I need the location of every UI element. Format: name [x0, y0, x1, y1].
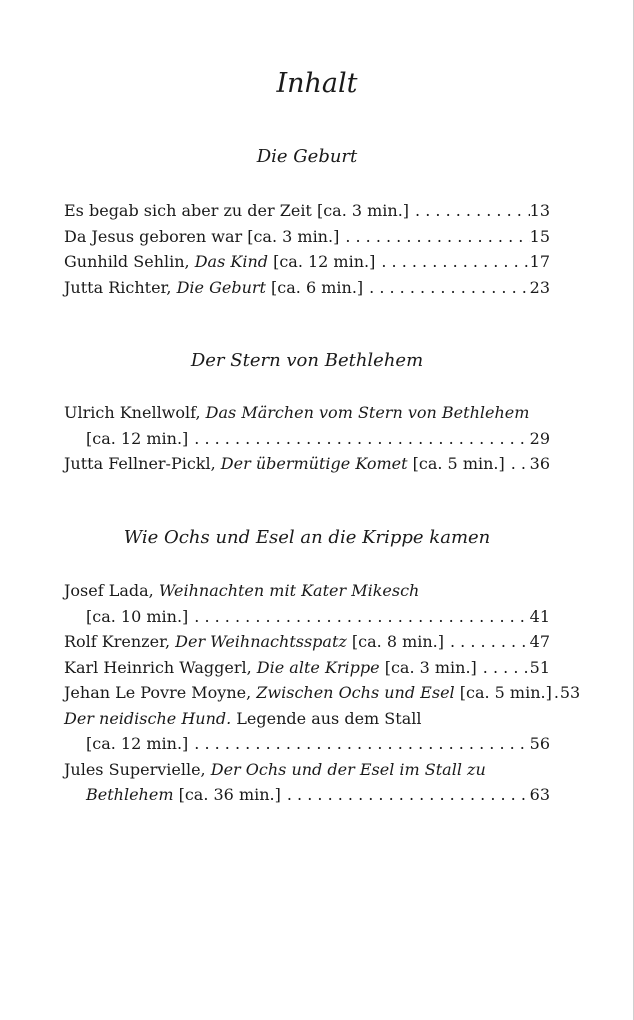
section-heading-der-stern: Der Stern von Bethlehem	[190, 350, 424, 371]
toc-entry[interactable]	[64, 451, 550, 477]
toc-entry-first-line[interactable]	[64, 757, 550, 783]
page-number: 51	[529, 657, 550, 677]
entry-author: Jules Supervielle,	[64, 759, 211, 779]
toc-entry[interactable]	[64, 655, 550, 681]
entry-subtitle: Legende aus dem Stall	[231, 708, 422, 728]
page-number: 13	[529, 201, 550, 220]
entry-title	[64, 578, 419, 604]
entry-title	[64, 629, 444, 655]
entry-duration: [ca. 6 min.]	[265, 277, 364, 297]
page-number: 53	[559, 683, 581, 702]
entry-title	[64, 451, 505, 477]
entry-title	[64, 757, 486, 783]
page-number: 41	[529, 606, 550, 626]
entry-work: Bethlehem	[86, 785, 174, 804]
entry-duration: [ca. 12 min.]	[86, 734, 189, 753]
toc-entry[interactable]	[64, 275, 550, 301]
entry-title	[86, 782, 281, 808]
entry-work: Weihnachten mit Kater Mikesch	[158, 581, 420, 600]
entry-title	[64, 275, 363, 301]
entry-title	[64, 680, 552, 706]
leader-dots	[505, 451, 530, 477]
entry-title	[64, 400, 529, 426]
leader-dots	[477, 655, 530, 681]
toc-entry-first-line[interactable]	[64, 578, 550, 604]
toc-entry-continuation[interactable]	[64, 426, 550, 452]
entry-title: Es begab sich aber zu der Zeit [ca. 3 min.]	[64, 201, 410, 220]
entry-author: Josef Lada,	[64, 581, 159, 600]
leader-dots	[339, 224, 529, 250]
entry-work: Der Weihnachtsspatz	[175, 632, 347, 651]
entry-author: Jutta Richter,	[64, 277, 177, 297]
entry-work: Die alte Krippe	[256, 657, 380, 677]
entry-duration: [ca. 5 min.]	[454, 683, 552, 702]
page-number: 36	[529, 454, 550, 473]
entry-duration: [ca. 12 min.]	[267, 252, 376, 271]
page-number: 23	[529, 277, 550, 297]
leader-dots	[188, 604, 529, 630]
entry-title	[64, 655, 477, 681]
toc-entry-first-line[interactable]	[64, 706, 550, 732]
toc-entry-continuation[interactable]	[64, 604, 550, 630]
leader-dots	[552, 680, 560, 706]
entry-author: Jutta Fellner-Pickl,	[64, 454, 221, 473]
entry-duration: [ca. 3 min.]	[379, 657, 477, 677]
toc-entry-first-line[interactable]	[64, 400, 550, 426]
page-number: 56	[529, 734, 550, 753]
entry-author: Gunhild Sehlin,	[64, 252, 195, 271]
entry-work: Der Ochs und der Esel im Stall zu	[210, 759, 486, 779]
leader-dots	[363, 275, 529, 301]
entry-author: Ulrich Knellwolf,	[64, 403, 206, 422]
leader-dots	[375, 249, 529, 275]
page-number: 63	[529, 785, 550, 804]
entry-duration: [ca. 5 min.]	[407, 454, 505, 473]
toc-entry-continuation[interactable]	[64, 782, 550, 808]
leader-dots	[188, 426, 529, 452]
entry-title	[64, 706, 421, 732]
page-number: 29	[529, 428, 550, 448]
leader-dots	[281, 782, 530, 808]
entry-duration: [ca. 10 min.]	[86, 606, 189, 626]
leader-dots	[409, 198, 530, 224]
toc-section-ochs-und-esel	[64, 578, 581, 808]
section-heading-ochs-und-esel: Wie Ochs und Esel an die Krippe kamen	[123, 527, 491, 548]
page-number: 15	[529, 226, 550, 246]
entry-duration: [ca. 36 min.]	[173, 785, 281, 804]
toc-entry[interactable]	[64, 629, 550, 655]
page-number: 17	[529, 252, 550, 271]
entry-work: Der neidische Hund.	[64, 708, 232, 728]
entry-work: Das Kind	[194, 252, 268, 271]
entry-title	[64, 249, 375, 275]
toc-entry[interactable]	[64, 224, 550, 250]
entry-duration: [ca. 8 min.]	[346, 632, 444, 651]
leader-dots	[444, 629, 530, 655]
entry-work: Der übermütige Komet	[220, 454, 408, 473]
leader-dots	[188, 731, 529, 757]
section-heading-die-geburt: Die Geburt	[256, 146, 358, 167]
entry-author: Jehan Le Povre Moyne,	[64, 683, 257, 702]
toc-entry-continuation[interactable]	[64, 731, 550, 757]
toc-entry[interactable]	[64, 680, 581, 706]
toc-section-die-geburt	[64, 198, 550, 300]
entry-work: Die Geburt	[176, 277, 266, 297]
entry-author: Rolf Krenzer,	[64, 632, 176, 651]
toc-entry[interactable]	[64, 249, 550, 275]
entry-duration: [ca. 12 min.]	[86, 428, 189, 448]
entry-work: Das Märchen vom Stern von Bethlehem	[205, 403, 530, 422]
page-title: Inhalt	[276, 68, 358, 99]
toc-section-der-stern	[64, 400, 550, 477]
entry-title: Da Jesus geboren war [ca. 3 min.]	[64, 226, 340, 246]
toc-entry[interactable]	[64, 198, 550, 224]
entry-author: Karl Heinrich Waggerl,	[64, 657, 257, 677]
page-number: 47	[529, 632, 550, 651]
entry-work: Zwischen Ochs und Esel	[256, 683, 455, 702]
